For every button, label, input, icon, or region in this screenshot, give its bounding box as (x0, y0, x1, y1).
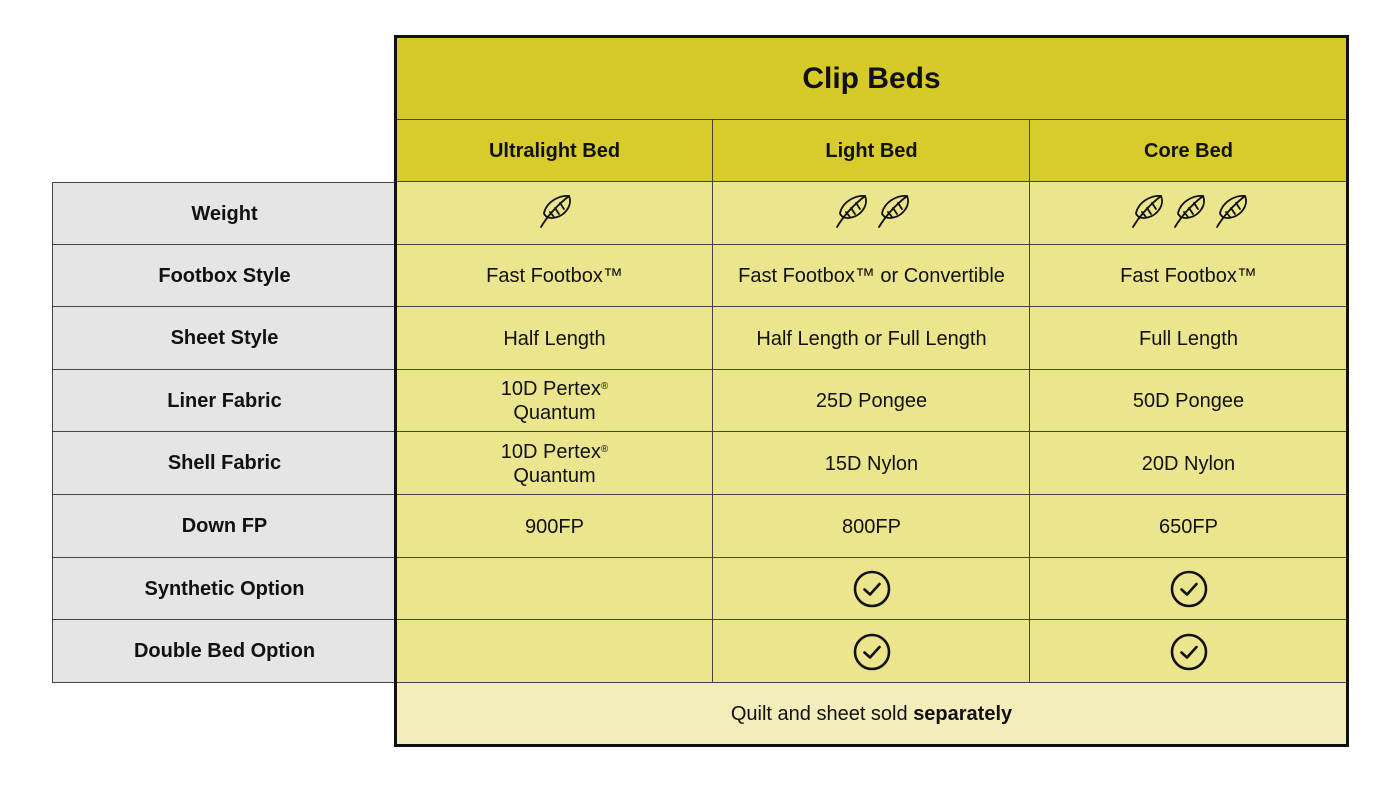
cell-shell-fabric-ultralight-bed (396, 432, 713, 495)
feather-icon (1211, 191, 1251, 237)
column-header-core: Core Bed (1030, 120, 1347, 182)
check-circle-icon (1169, 632, 1209, 672)
cell-shell-fabric-core-bed (1030, 432, 1347, 495)
grid-line (396, 494, 1347, 495)
grid-line (396, 619, 1347, 620)
feather-icon (1169, 191, 1209, 237)
cell-text: 900FP (525, 515, 584, 538)
cell-double-bed-option-core-bed (1030, 620, 1347, 683)
grid-line (396, 431, 1347, 432)
grid-line (1029, 120, 1030, 683)
feather-icon (535, 191, 575, 237)
cell-text: Fast Footbox™ (1120, 265, 1257, 287)
row-label-footbox-style: Footbox Style (52, 245, 396, 307)
cell-text: 50D Pongee (1132, 390, 1245, 412)
cell-text: 25D Pongee (815, 390, 928, 412)
table-footer-note (396, 683, 1347, 745)
feather-icon (873, 191, 913, 237)
row-label-shell-fabric: Shell Fabric (52, 432, 396, 495)
row-label-sheet-style: Sheet Style (52, 307, 396, 370)
cell-footbox-style-light-bed (713, 245, 1030, 307)
cell-text: 10D Pertex® Quantum (500, 440, 609, 487)
cell-text: Full Length (1139, 327, 1238, 350)
cell-liner-fabric-light-bed (713, 370, 1030, 432)
footer-text: Quilt and sheet sold (730, 703, 914, 725)
cell-text: 15D Nylon (824, 452, 919, 475)
cell-liner-fabric-ultralight-bed (396, 370, 713, 432)
cell-text: Fast Footbox™ or Convertible (738, 265, 1005, 287)
row-label-weight: Weight (52, 182, 396, 245)
check-circle-icon (852, 632, 892, 672)
cell-text: Half Length (503, 327, 606, 350)
feather-icon (1127, 191, 1167, 237)
cell-sheet-style-ultralight-bed (396, 307, 713, 370)
cell-weight-ultralight-bed (396, 182, 713, 245)
cell-shell-fabric-light-bed (713, 432, 1030, 495)
feather-icon (831, 191, 871, 237)
cell-sheet-style-light-bed (713, 307, 1030, 370)
cell-weight-core-bed (1030, 182, 1347, 245)
footer-bold-text: separately (913, 703, 1013, 725)
cell-double-bed-option-ultralight-bed (396, 620, 713, 683)
check-circle-icon (1169, 569, 1209, 609)
cell-text: 800FP (842, 515, 901, 538)
row-label-down-fp: Down FP (52, 495, 396, 558)
cell-synthetic-option-ultralight-bed (396, 558, 713, 620)
grid-line (396, 557, 1347, 558)
cell-text: 650FP (1159, 515, 1218, 538)
grid-line (396, 244, 1347, 245)
grid-line (396, 369, 1347, 370)
cell-weight-light-bed (713, 182, 1030, 245)
grid-line (396, 306, 1347, 307)
cell-down-fp-core-bed (1030, 495, 1347, 558)
cell-down-fp-light-bed (713, 495, 1030, 558)
cell-text: Fast Footbox™ (486, 265, 623, 287)
cell-synthetic-option-light-bed (713, 558, 1030, 620)
grid-line (396, 119, 1347, 120)
cell-text: 20D Nylon (1141, 452, 1236, 475)
cell-double-bed-option-light-bed (713, 620, 1030, 683)
row-label-double-bed-option: Double Bed Option (52, 620, 396, 683)
cell-down-fp-ultralight-bed (396, 495, 713, 558)
grid-line (712, 120, 713, 683)
column-header-light: Light Bed (713, 120, 1030, 182)
cell-footbox-style-core-bed (1030, 245, 1347, 307)
cell-text: 10D Pertex® Quantum (500, 378, 609, 424)
cell-footbox-style-ultralight-bed (396, 245, 713, 307)
check-circle-icon (852, 569, 892, 609)
column-header-ultralight: Ultralight Bed (396, 120, 713, 182)
row-label-liner-fabric: Liner Fabric (52, 370, 396, 432)
row-label-synthetic-option: Synthetic Option (52, 558, 396, 620)
cell-text: Half Length or Full Length (756, 327, 987, 350)
cell-liner-fabric-core-bed (1030, 370, 1347, 432)
grid-line (396, 181, 1347, 182)
table-title: Clip Beds (396, 37, 1347, 120)
cell-synthetic-option-core-bed (1030, 558, 1347, 620)
cell-sheet-style-core-bed (1030, 307, 1347, 370)
